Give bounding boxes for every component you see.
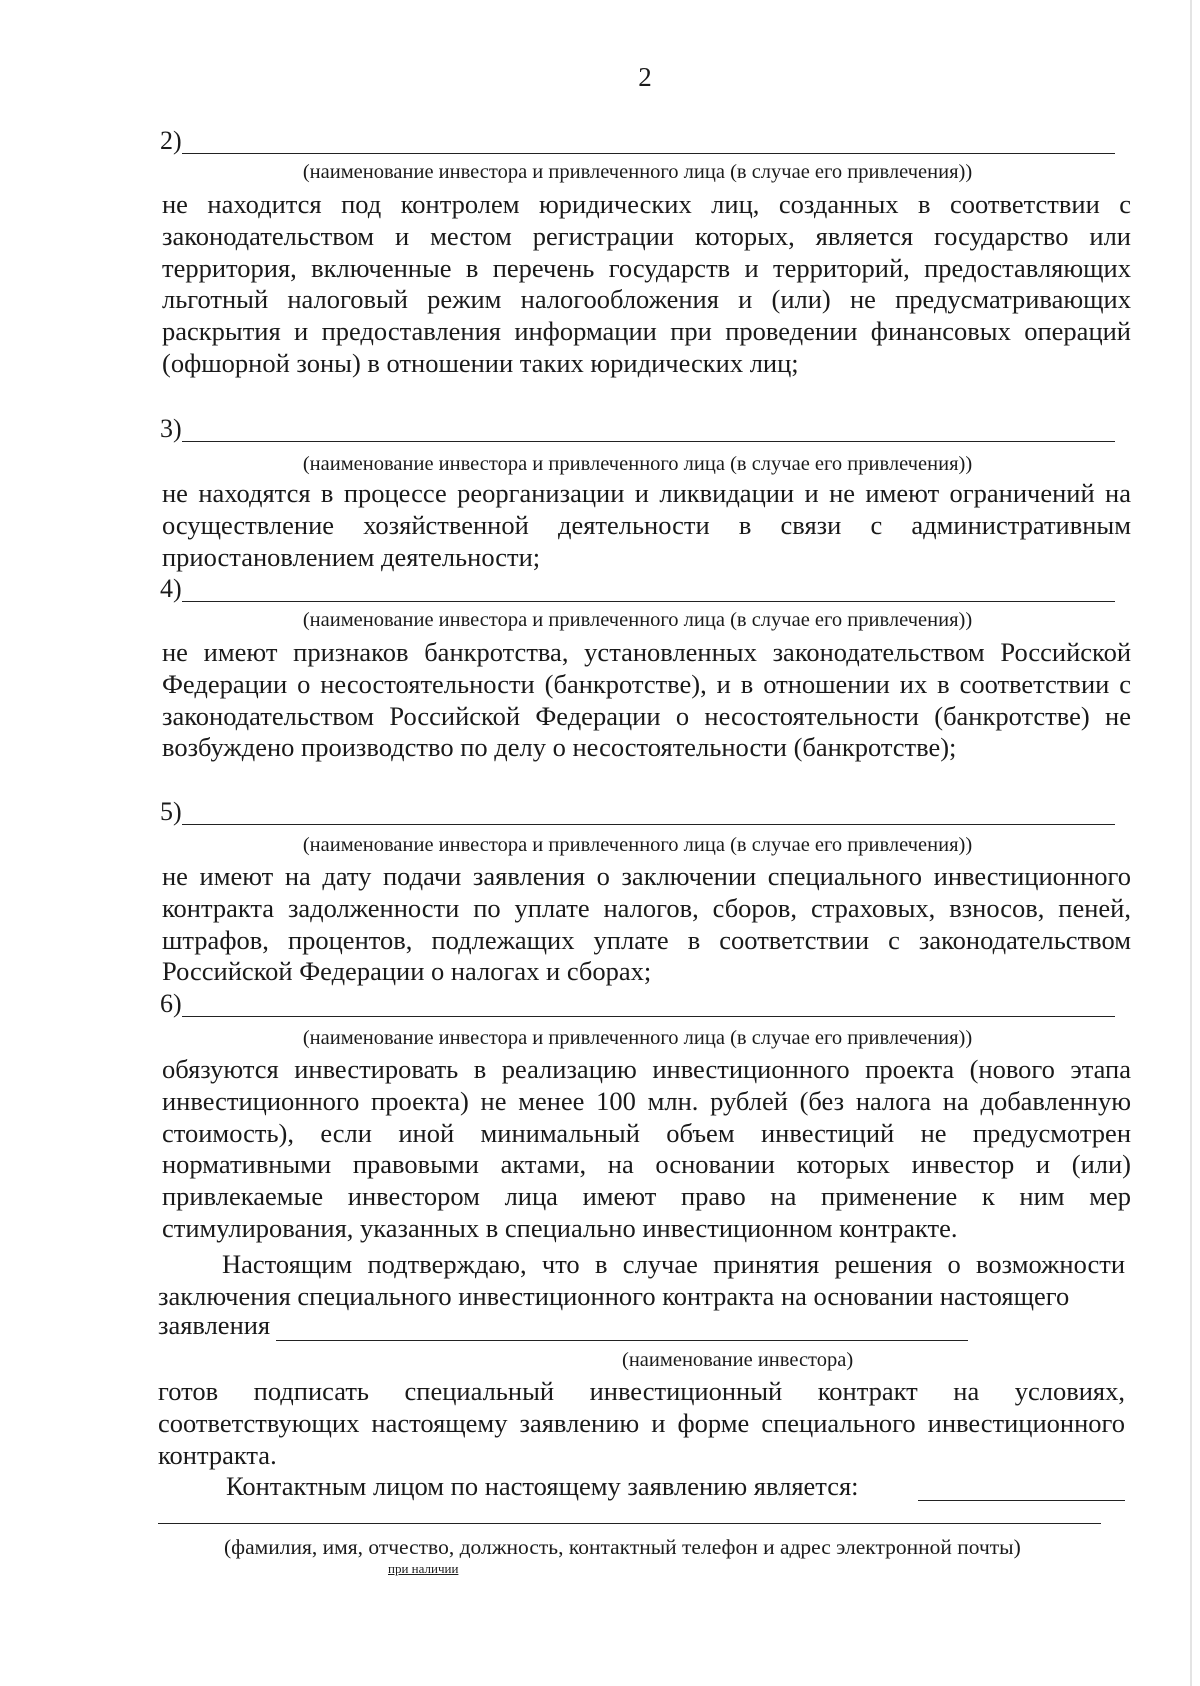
item-text: обязуются инвестировать в реализацию инвестиционного проекта (нового этапа инвестиционного проекта) не менее 100 млн. рублей (без налога на добавленную стоимость), если иной минимальный объем инвестиций не предусмотрен нормативными правовыми актами, на основании которых инвестор и (или) привлекаемые инвестором лица имеют право на применение к ним мер стимулирования, указанных в специально инвестиционном контракте. [162,1054,1131,1243]
scan-edge [1190,0,1192,1686]
item-number: 4) [160,574,182,603]
contact-hint: (фамилия, имя, отчество, должность, контактный телефон и адрес электронной почты) [224,1535,1021,1559]
item-number: 2) [160,126,182,155]
field-hint: (наименование инвестора и привлеченного лица (в случае его привлечения)) [302,609,973,631]
blank-line [182,601,1115,602]
field-hint: (наименование инвестора и привлеченного лица (в случае его привлечения)) [302,1027,973,1049]
investor-hint: (наименование инвестора) [622,1349,854,1371]
confirm-paragraph: Настоящим подтверждаю, что в случае принятия решения о возможности заключения специального инвестиционного контракта на основании настоящего [158,1249,1125,1311]
investor-field-4 [160,574,1115,606]
item-text: не находится под контролем юридических лиц, созданных в соответствии с законодательством и местом регистрации которых, является государство или территория, включенные в перечень государств и территорий, предоставляющих льготный налоговый режим налогообложения и (или) не предусматривающих раскрытия и предоставления информации при проведении финансовых операций (офшорной зоны) в отношении таких юридических лиц; [162,189,1131,378]
page-number: 2 [638,62,652,92]
blank-line [182,441,1115,442]
item-number: 3) [160,414,182,443]
confirm-last-word: заявления [158,1310,271,1340]
if-any-note: при наличии [388,1561,459,1576]
field-hint: (наименование инвестора и привлеченного лица (в случае его привлечения)) [302,161,973,183]
item-text: не находятся в процессе реорганизации и ликвидации и не имеют ограничений на осуществление хозяйственной деятельности в связи с административным приостановлением деятельности; [162,478,1131,572]
blank-line [182,824,1115,825]
blank-line [182,153,1115,154]
contact-line-short [918,1500,1125,1501]
contact-line-full [158,1523,1101,1524]
contact-label: Контактным лицом по настоящему заявлению является: [226,1471,859,1501]
field-hint: (наименование инвестора и привлеченного лица (в случае его привлечения)) [302,834,973,856]
investor-field-5 [160,797,1115,829]
investor-field-6 [160,989,1115,1021]
investor-field-3 [160,414,1115,446]
investor-field-2 [160,126,1115,158]
item-number: 5) [160,797,182,826]
field-hint: (наименование инвестора и привлеченного лица (в случае его привлечения)) [302,453,973,475]
ready-paragraph: готов подписать специальный инвестиционный контракт на условиях, соответствующих настоящему заявлению и форме специального инвестиционного контракта. [158,1376,1125,1470]
investor-name-line [276,1340,968,1341]
item-text: не имеют признаков банкротства, установленных законодательством Российской Федерации о несостоятельности (банкротстве), и в отношении их в соответствии с законодательством Российской Федерации о несостоятельности (банкротстве) не возбуждено производство по делу о несостоятельности (банкротстве); [162,637,1131,763]
blank-line [182,1016,1115,1017]
item-number: 6) [160,989,182,1018]
item-text: не имеют на дату подачи заявления о заключении специального инвестиционного контракта задолженности по уплате налогов, сборов, страховых, взносов, пеней, штрафов, процентов, подлежащих уплате в соответствии с законодательством Российской Федерации о налогах и сборах; [162,861,1131,987]
